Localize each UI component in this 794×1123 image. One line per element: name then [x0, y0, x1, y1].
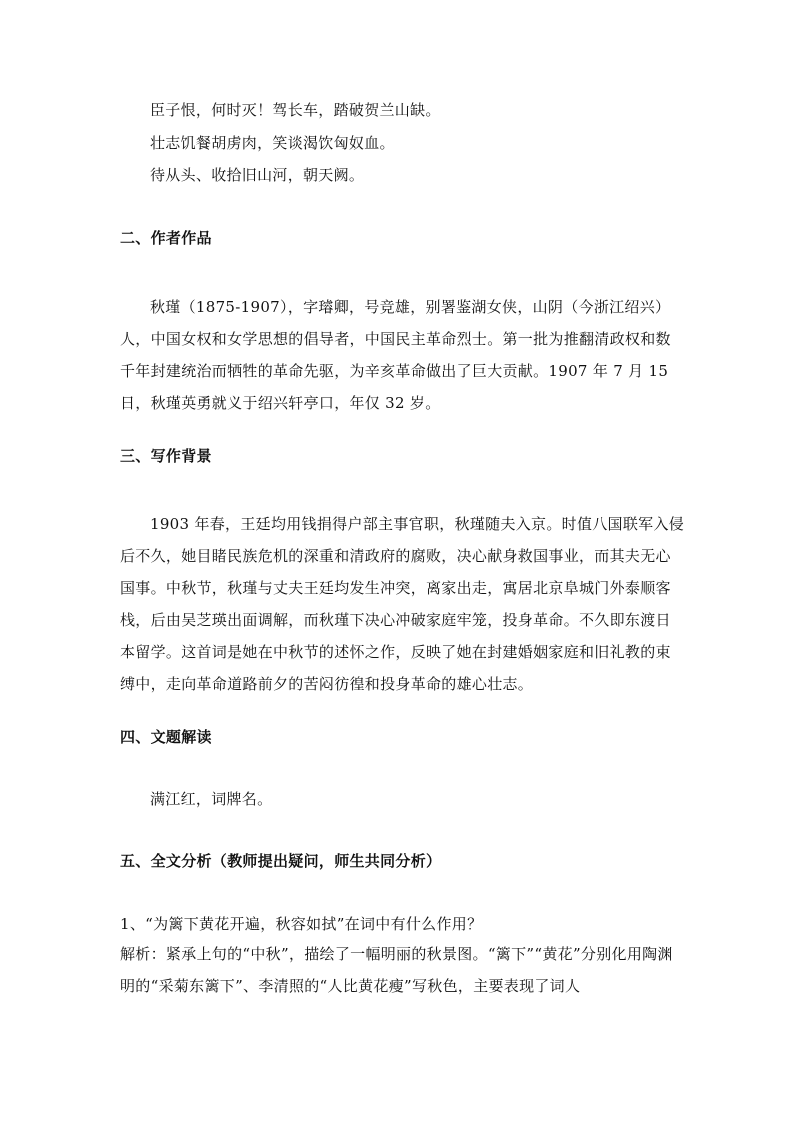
background-paragraph: 1903 年春，王廷均用钱捐得户部主事官职，秋瑾随夫入京。时值八国联军入侵后不久，她目睹民族危机的深重和清政府的腐败，决心献身救国事业，而其夫无心国事。中秋节，秋瑾与丈夫王廷均发生冲突，离家出走，寓居北京阜城门外泰顺客栈，后由吴芝瑛出面调解，而秋瑾下决心冲破家庭牢笼，投身革命。不久即东渡日本留学。这首词是她在中秋节的述怀之作，反映了她在封建婚姻家庭和旧礼教的束缚中，走向革命道路前夕的苦闷彷徨和投身革命的雄心壮志。: [120, 515, 685, 693]
section-heading-author: 二、作者作品: [120, 229, 212, 247]
author-paragraph: 秋瑾（1875-1907），字璿卿，号竞雄，别署鉴湖女侠，山阴（今浙江绍兴）人，中国女权和女学思想的倡导者，中国民主革命烈士。第一批为推翻清政权和数千年封建统治而牺牲的革命先驱，为辛亥革命做出了巨大贡献。1907 年 7 月 15 日，秋瑾英勇就义于绍兴轩亭口，年仅 32 岁。: [120, 298, 671, 412]
section-heading-background: 三、写作背景: [120, 447, 212, 465]
poem-line-1: 臣子恨，何时灭！驾长车，踏破贺兰山缺。: [150, 101, 441, 119]
section-heading-title-reading: 四、文题解读: [120, 728, 212, 746]
analysis-question: 1、“为篱下黄花开遍，秋容如拭”在词中有什么作用？: [120, 915, 483, 933]
analysis-answer: 解析：紧承上句的“中秋”，描绘了一幅明丽的秋景图。“篱下”“黄花”分别化用陶渊明的“采菊东篱下”、李清照的“人比黄花瘦”写秋色，主要表现了词人: [120, 945, 673, 995]
poem-line-3: 待从头、收拾旧山河，朝天阙。: [150, 166, 365, 184]
title-reading-text: 满江红，词牌名。: [150, 790, 273, 808]
poem-line-2: 壮志饥餐胡虏肉，笑谈渴饮匈奴血。: [150, 134, 395, 152]
section-heading-analysis: 五、全文分析（教师提出疑问，师生共同分析）: [120, 852, 442, 870]
